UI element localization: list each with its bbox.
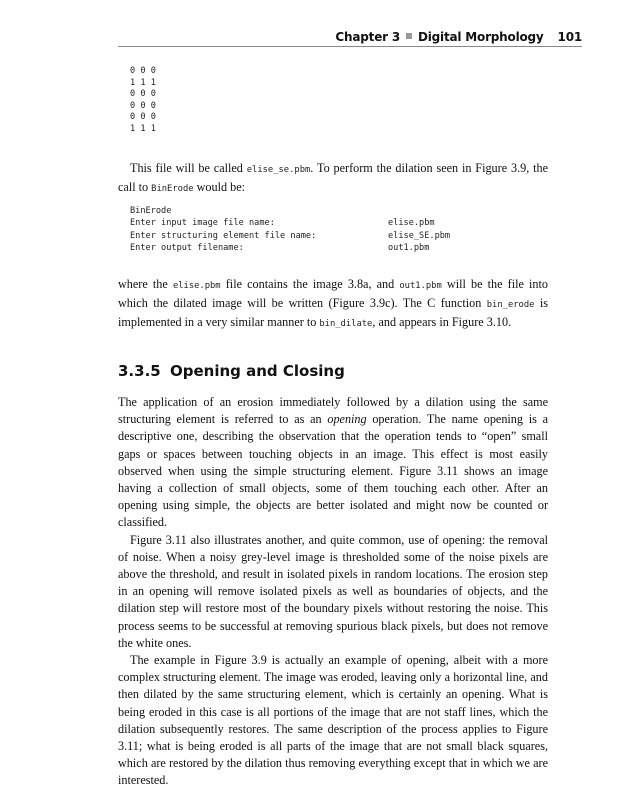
- chapter-label: Chapter 3: [335, 30, 400, 44]
- header-rule: [118, 46, 582, 47]
- section-body: [118, 394, 548, 790]
- text-run: would be:: [193, 180, 245, 195]
- console-value: elise.pbm: [388, 218, 435, 229]
- console-prompt: Enter input image file name:: [130, 218, 275, 229]
- text-run: , and appears in Figure 3.10.: [372, 315, 512, 330]
- section-title: Opening and Closing: [170, 362, 345, 380]
- section-heading: [118, 362, 345, 380]
- paragraph-file-name: [118, 160, 548, 198]
- inline-code: elise_se.pbm: [246, 165, 311, 175]
- console-row: [130, 243, 450, 255]
- matrix-row: 0 0 0: [130, 89, 156, 100]
- inline-code: bin_erode: [486, 300, 535, 311]
- structuring-element-matrix: [130, 66, 156, 136]
- text-run: operation. The name opening is a descriptive one, describing the observation that the operation tends to “open” small gaps or spaces between touching objects in an image. This effect is most easily observed when using the simple structuring element. Figure 3.11 shows an image having a collection of small objects, some of them touching each other. After an opening using simple, the objects are better isolated and might now be counted or classified.: [118, 412, 549, 530]
- running-head: [118, 30, 582, 44]
- console-title: BinErode: [130, 206, 172, 216]
- matrix-row: 0 0 0: [130, 66, 156, 76]
- section-number: 3.3.5: [118, 362, 161, 380]
- matrix-row: 1 1 1: [130, 123, 156, 134]
- text-run: will be the file into which the dilated image will be written (Figure 3.9c). The C function: [118, 277, 548, 311]
- text-run: file contains the image 3.8a, and: [220, 277, 400, 291]
- inline-code: elise.pbm: [172, 281, 221, 291]
- text-run: . To perform the dilation seen in Figure 3.9, the call to: [118, 161, 548, 195]
- square-bullet-icon: [406, 33, 412, 39]
- inline-code: BinErode: [151, 184, 194, 195]
- inline-code: bin_dilate: [319, 319, 373, 330]
- matrix-row: 1 1 1: [130, 77, 156, 88]
- console-value: out1.pbm: [388, 243, 430, 254]
- text-run: This file will be called: [130, 161, 247, 175]
- matrix-row: 0 0 0: [130, 112, 156, 123]
- console-row: [130, 231, 450, 243]
- emphasis: opening: [327, 412, 367, 427]
- chapter-title: Digital Morphology: [417, 30, 544, 44]
- matrix-row: 0 0 0: [130, 100, 156, 111]
- console-row: [130, 218, 450, 230]
- inline-code: out1.pbm: [399, 281, 442, 291]
- paragraph-example: The example in Figure 3.9 is actually an example of opening, albeit with a more complex structuring element. The image was eroded, leaving only a horizontal line, and then dilated by the same structuring element, which is certainly an opening. What is being eroded in this case is all portions of the image that are not staff lines, which the dilation subsequently restores. The same description of the process applies to Figure 3.11; what is being eroded is all parts of the image that are not small black squares, which are restored by the dilation thus removing everything except that in which we are interested.: [118, 653, 548, 788]
- console-prompt: Enter output filename:: [130, 243, 244, 254]
- page-number: 101: [557, 30, 582, 44]
- console-listing: [130, 206, 450, 256]
- paragraph-bin-erode: [118, 276, 548, 334]
- console-value: elise_SE.pbm: [388, 230, 451, 241]
- paragraph-opening-definition: [118, 394, 548, 532]
- text-run: The application of an erosion immediately followed by a dilation using the same structuring element is referred to as an: [118, 395, 548, 427]
- text-run: where the: [118, 277, 173, 291]
- paragraph-noise-removal: Figure 3.11 also illustrates another, and quite common, use of opening: the removal of noise. When a noisy grey-level image is thresholded some of the noise pixels are above the threshold, and result in isolated pixels in random locations. The erosion step in an opening will remove isolated pixels as well as boundaries of objects, and the dilation step will restore most of the boundary pixels without restoring the noise. This process seems to be successful at removing spurious black pixels, but does not remove the white ones.: [118, 532, 548, 650]
- console-prompt: Enter structuring element file name:: [130, 230, 317, 241]
- text-run: is implemented in a very similar manner to: [118, 296, 548, 330]
